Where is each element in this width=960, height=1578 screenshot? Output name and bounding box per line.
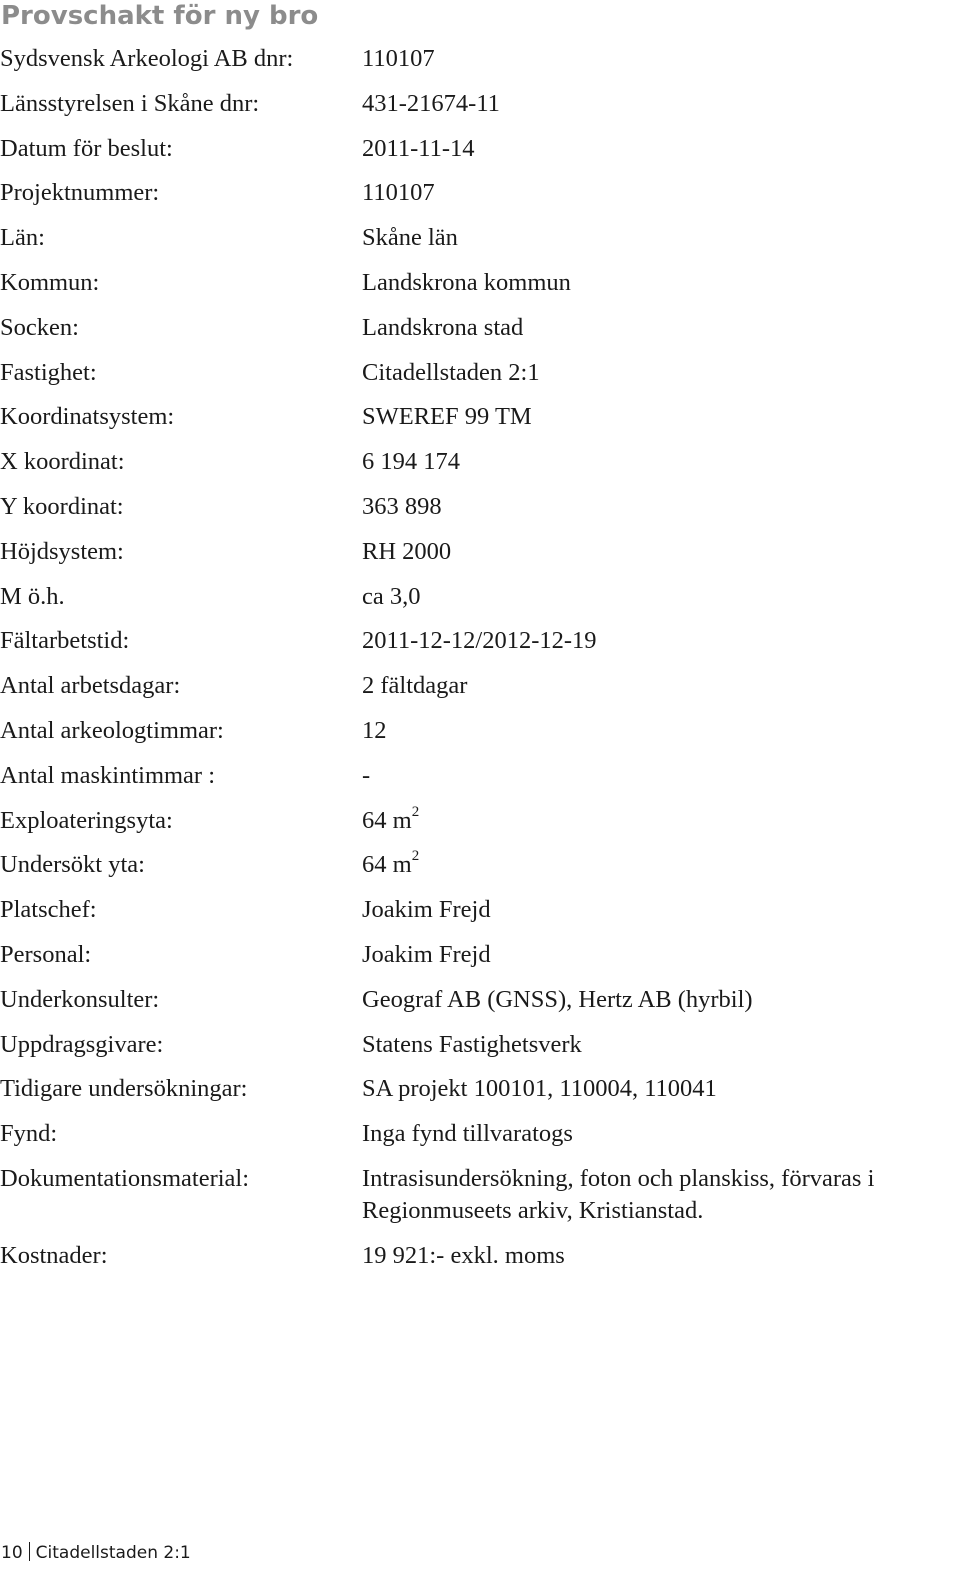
fact-row bbox=[0, 88, 960, 120]
fact-value bbox=[362, 133, 957, 165]
fact-label: Fältarbetstid: bbox=[0, 627, 130, 655]
fact-label: Undersökt yta: bbox=[0, 851, 145, 879]
fact-value bbox=[362, 1029, 957, 1061]
fact-row bbox=[0, 1240, 960, 1272]
fact-value-text: 12 bbox=[362, 716, 387, 744]
fact-label: Fastighet: bbox=[0, 358, 97, 386]
fact-value-text: 2011-11-14 bbox=[362, 134, 475, 162]
fact-value-text: Geograf AB (GNSS), Hertz AB (hyrbil) bbox=[362, 985, 753, 1013]
fact-row bbox=[0, 849, 960, 881]
fact-value bbox=[362, 357, 957, 389]
fact-value-text: 2 fältdagar bbox=[362, 672, 468, 700]
fact-row bbox=[0, 312, 960, 344]
fact-label: Underkonsulter: bbox=[0, 985, 160, 1013]
fact-label: Datum för beslut: bbox=[0, 134, 173, 162]
fact-value-text: RH 2000 bbox=[362, 537, 452, 565]
page-footer bbox=[1, 1541, 191, 1565]
fact-label: Dokumentationsmaterial: bbox=[0, 1164, 250, 1192]
fact-value-text: Landskrona kommun bbox=[362, 268, 571, 296]
fact-row bbox=[0, 760, 960, 792]
fact-row bbox=[0, 894, 960, 926]
fact-value-text: 110107 bbox=[362, 179, 435, 207]
fact-label: Koordinatsystem: bbox=[0, 403, 175, 431]
fact-label: Projektnummer: bbox=[0, 179, 160, 207]
fact-label: Platschef: bbox=[0, 896, 97, 924]
fact-value-text: ca 3,0 bbox=[362, 582, 421, 610]
fact-value bbox=[362, 849, 957, 881]
footer-separator bbox=[29, 1542, 30, 1561]
fact-value-text: Citadellstaden 2:1 bbox=[362, 358, 540, 386]
fact-label: Höjdsystem: bbox=[0, 537, 124, 565]
fact-value bbox=[362, 88, 957, 120]
fact-label: Länsstyrelsen i Skåne dnr: bbox=[0, 89, 260, 117]
fact-row bbox=[0, 357, 960, 389]
fact-row bbox=[0, 1163, 960, 1227]
fact-table bbox=[0, 43, 960, 1285]
fact-value-text: Inga fynd tillvaratogs bbox=[362, 1120, 573, 1148]
fact-value bbox=[362, 894, 957, 926]
fact-value-text: 431-21674-11 bbox=[362, 89, 500, 117]
fact-value-text: 110107 bbox=[362, 45, 435, 72]
fact-label: Exploateringsyta: bbox=[0, 806, 173, 834]
fact-value bbox=[362, 536, 957, 568]
fact-row bbox=[0, 446, 960, 478]
fact-value-text: Intrasisundersökning, foton och planskiss, förvaras i Regionmuseets arkiv, Kristianstad. bbox=[362, 1164, 875, 1224]
fact-value bbox=[362, 760, 957, 792]
fact-row bbox=[0, 177, 960, 209]
fact-value bbox=[362, 222, 957, 254]
fact-value-text: SA projekt 100101, 110004, 110041 bbox=[362, 1075, 717, 1103]
fact-value bbox=[362, 312, 957, 344]
fact-row bbox=[0, 984, 960, 1016]
fact-label: Tidigare undersökningar: bbox=[0, 1075, 248, 1103]
fact-value bbox=[362, 177, 957, 209]
fact-row bbox=[0, 1118, 960, 1150]
fact-row bbox=[0, 581, 960, 613]
fact-value-text: SWEREF 99 TM bbox=[362, 403, 532, 431]
fact-value-text: Statens Fastighetsverk bbox=[362, 1030, 582, 1058]
fact-row bbox=[0, 133, 960, 165]
fact-row bbox=[0, 491, 960, 523]
page-number: 10 bbox=[1, 1543, 23, 1563]
fact-value bbox=[362, 581, 957, 613]
fact-label: Antal arkeologtimmar: bbox=[0, 716, 224, 744]
fact-label: Kostnader: bbox=[0, 1241, 108, 1269]
fact-value bbox=[362, 43, 957, 75]
fact-value bbox=[362, 1240, 957, 1272]
fact-value-text: Joakim Frejd bbox=[362, 940, 491, 968]
fact-value bbox=[362, 984, 957, 1016]
fact-label: Y koordinat: bbox=[0, 492, 124, 520]
fact-value bbox=[362, 1163, 957, 1227]
page-heading: Provschakt för ny bro bbox=[1, 1, 319, 31]
fact-value-text: 64 m bbox=[362, 851, 412, 879]
fact-value-text: 2011-12-12/2012-12-19 bbox=[362, 627, 597, 655]
fact-label: Län: bbox=[0, 224, 45, 252]
fact-label: Uppdragsgivare: bbox=[0, 1030, 164, 1058]
fact-row bbox=[0, 670, 960, 702]
fact-row bbox=[0, 1073, 960, 1105]
footer-site-name: Citadellstaden 2:1 bbox=[35, 1543, 191, 1563]
fact-value bbox=[362, 939, 957, 971]
fact-value-text: 6 194 174 bbox=[362, 448, 460, 476]
fact-value bbox=[362, 491, 957, 523]
fact-value-text: Skåne län bbox=[362, 224, 458, 252]
fact-row bbox=[0, 536, 960, 568]
fact-row bbox=[0, 267, 960, 299]
fact-value bbox=[362, 1073, 957, 1105]
fact-value-text: 19 921:- exkl. moms bbox=[362, 1241, 565, 1269]
fact-row bbox=[0, 625, 960, 657]
fact-value bbox=[362, 805, 957, 837]
fact-row bbox=[0, 805, 960, 837]
fact-value bbox=[362, 715, 957, 747]
fact-row bbox=[0, 715, 960, 747]
fact-row bbox=[0, 1029, 960, 1061]
fact-value bbox=[362, 670, 957, 702]
fact-value bbox=[362, 1118, 957, 1150]
fact-label: Fynd: bbox=[0, 1120, 58, 1148]
superscript-exponent: 2 bbox=[411, 803, 420, 820]
fact-value-text: 64 m bbox=[362, 806, 412, 834]
fact-value bbox=[362, 401, 957, 433]
fact-row bbox=[0, 222, 960, 254]
fact-value-text: 363 898 bbox=[362, 492, 442, 520]
fact-label: M ö.h. bbox=[0, 582, 65, 610]
fact-value bbox=[362, 446, 957, 478]
fact-label: Kommun: bbox=[0, 268, 100, 296]
fact-value-text: - bbox=[362, 761, 371, 789]
fact-label: Personal: bbox=[0, 940, 92, 968]
fact-label: Sydsvensk Arkeologi AB dnr: bbox=[0, 45, 294, 72]
fact-row bbox=[0, 401, 960, 433]
fact-label: Socken: bbox=[0, 313, 79, 341]
fact-value bbox=[362, 625, 957, 657]
fact-value bbox=[362, 267, 957, 299]
fact-label: Antal arbetsdagar: bbox=[0, 672, 181, 700]
fact-label: Antal maskintimmar : bbox=[0, 761, 216, 789]
fact-value-text: Joakim Frejd bbox=[362, 896, 491, 924]
fact-label: X koordinat: bbox=[0, 448, 125, 476]
fact-value-text: Landskrona stad bbox=[362, 313, 524, 341]
fact-row bbox=[0, 939, 960, 971]
fact-row bbox=[0, 43, 960, 75]
superscript-exponent: 2 bbox=[411, 848, 420, 865]
